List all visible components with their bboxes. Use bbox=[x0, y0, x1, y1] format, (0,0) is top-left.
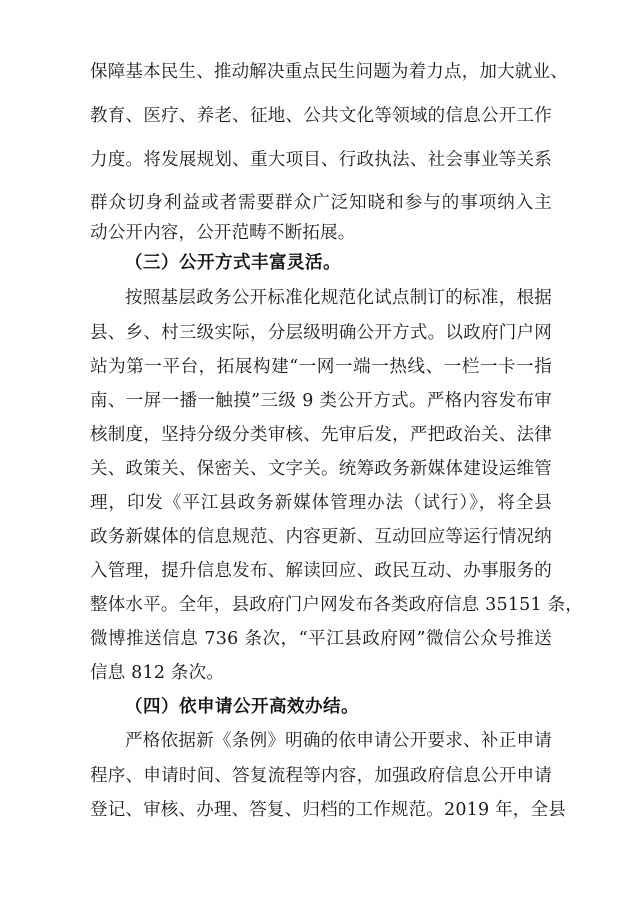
paragraph-line: 入管理，提升信息发布、解读回应、政民互动、办事服务的 bbox=[90, 561, 552, 581]
paragraph-line: 程序、申请时间、答复流程等内容，加强政府信息公开申请 bbox=[90, 766, 552, 786]
paragraph-line: 动公开内容，公开范畴不断拓展。 bbox=[90, 223, 356, 243]
paragraph-line: 政务新媒体的信息规范、内容更新、互动回应等运行情况纳 bbox=[90, 527, 552, 547]
paragraph-line: 县、乡、村三级实际，分层级明确公开方式。以政府门户网 bbox=[90, 323, 552, 343]
paragraph-line: 关、政策关、保密关、文字关。统筹政务新媒体建设运维管 bbox=[90, 459, 552, 479]
paragraph-line: 群众切身利益或者需要群众广泛知晓和参与的事项纳入主 bbox=[90, 193, 552, 213]
paragraph-line: 整体水平。全年，县政府门户网发布各类政府信息 35151 条， bbox=[90, 595, 583, 615]
paragraph-line: 信息 812 条次。 bbox=[90, 663, 225, 683]
paragraph-line: 核制度，坚持分级分类审核、先审后发，严把政治关、法律 bbox=[90, 425, 552, 445]
paragraph-line: 理，印发《平江县政务新媒体管理办法（试行）》，将全县 bbox=[90, 493, 552, 513]
section-heading-3: （三）公开方式丰富灵活。 bbox=[125, 253, 341, 273]
paragraph-line: 严格依据新《条例》明确的依申请公开要求、补正申请 bbox=[125, 731, 552, 751]
paragraph-line: 南、一屏一播一触摸”三级 9 类公开方式。严格内容发布审 bbox=[90, 391, 552, 411]
paragraph-line: 微博推送信息 736 条次，“平江县政府网”微信公众号推送 bbox=[90, 629, 552, 649]
paragraph-line: 按照基层政务公开标准化规范化试点制订的标准，根据 bbox=[125, 288, 552, 308]
paragraph-line: 登记、审核、办理、答复、归档的工作规范。2019 年，全县 bbox=[90, 800, 566, 820]
paragraph-line: 站为第一平台，拓展构建“一网一端一热线、一栏一卡一指 bbox=[90, 357, 552, 377]
paragraph-line: 力度。将发展规划、重大项目、行政执法、社会事业等关系 bbox=[90, 150, 552, 170]
section-heading-4: （四）依申请公开高效办结。 bbox=[125, 697, 359, 717]
paragraph-line: 保障基本民生、推动解决重点民生问题为着力点，加大就业、 bbox=[90, 62, 568, 82]
paragraph-line: 教育、医疗、养老、征地、公共文化等领域的信息公开工作 bbox=[90, 106, 552, 126]
